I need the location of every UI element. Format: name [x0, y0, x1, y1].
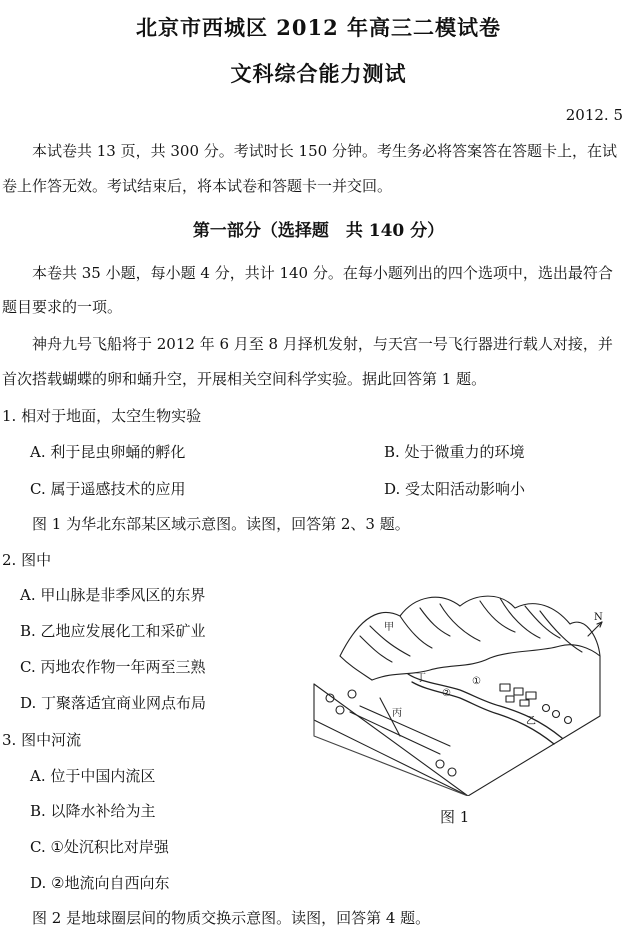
q3-option-a: A. 位于中国内流区	[30, 767, 156, 785]
q1-option-b: B. 处于微重力的环境	[384, 443, 525, 461]
page-subtitle: 文科综合能力测试	[230, 61, 407, 86]
q2-option-b: B. 乙地应发展化工和采矿业	[20, 622, 206, 640]
label-circle-1: ①	[472, 676, 481, 687]
q1-option-d: D. 受太阳活动影响小	[384, 480, 526, 498]
river	[408, 674, 562, 738]
figure-1-diagram	[300, 586, 620, 796]
q3-option-b: B. 以降水补给为主	[30, 802, 156, 820]
context-line-2: 首次搭载蝴蝶的卵和蛹升空，开展相关空间科学实验。据此回答第 1 题。	[2, 370, 487, 388]
fig2-intro: 图 2 是地球圈层间的物质交换示意图。读图，回答第 4 题。	[32, 909, 431, 927]
label-yi: 乙	[526, 716, 536, 727]
q1-stem: 1. 相对于地面，太空生物实验	[2, 407, 202, 425]
q3-option-d: D. ②地流向自西向东	[30, 874, 170, 892]
q3-option-c: C. ①处沉积比对岸强	[30, 838, 169, 856]
label-ding: 丁	[416, 673, 426, 684]
q1-option-a: A. 利于昆虫卵蛹的孵化	[30, 443, 186, 461]
label-north: N	[594, 612, 603, 623]
q2-option-a: A. 甲山脉是非季风区的东界	[20, 586, 206, 604]
label-jia: 甲	[384, 622, 394, 633]
figure-1-caption: 图 1	[440, 808, 470, 826]
exam-date: 2012. 5	[565, 106, 623, 124]
q2-stem: 2. 图中	[2, 551, 52, 569]
section-heading: 第一部分（选择题 共 140 分）	[192, 221, 445, 241]
fig1-intro: 图 1 为华北东部某区域示意图。读图，回答第 2、3 题。	[32, 515, 410, 533]
section-instr-line-2: 题目要求的一项。	[2, 298, 123, 316]
landscape-block-diagram	[300, 586, 620, 796]
q2-option-d: D. 丁聚落适宜商业网点布局	[20, 694, 207, 712]
intro-line-2: 卷上作答无效。考试结束后，将本试卷和答题卡一并交回。	[2, 177, 393, 195]
section-instr-line-1: 本卷共 35 小题，每小题 4 分，共计 140 分。在每小题列出的四个选项中，选出最符合	[32, 264, 613, 282]
context-line-1: 神舟九号飞船将于 2012 年 6 月至 8 月择机发射，与天宫一号飞行器进行载人对接，并	[32, 335, 613, 353]
intro-line-1: 本试卷共 13 页，共 300 分。考试时长 150 分钟。考生务必将答案答在答题卡上，在试	[32, 142, 617, 160]
q2-option-c: C. 丙地农作物一年两至三熟	[20, 658, 206, 676]
label-circle-2: ②	[442, 688, 451, 699]
q3-stem: 3. 图中河流	[2, 731, 82, 749]
label-bing: 丙	[392, 708, 402, 719]
mountain-ridge	[340, 596, 600, 682]
block-top-edge	[314, 682, 600, 796]
q1-option-c: C. 属于遥感技术的应用	[30, 480, 186, 498]
page-title: 北京市西城区 2012 年高三二模试卷	[135, 15, 502, 40]
